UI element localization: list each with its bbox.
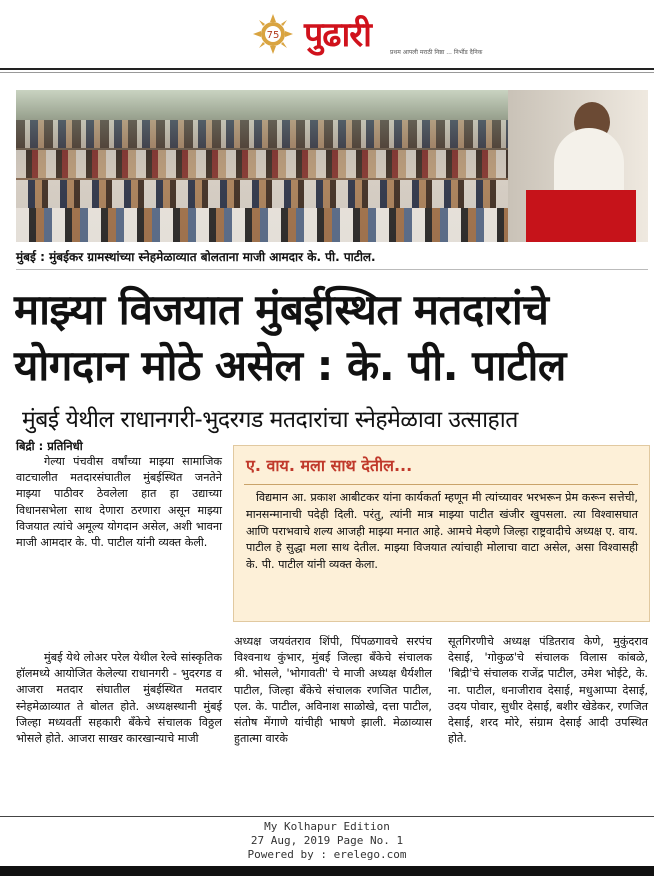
- footer-rule: [0, 816, 654, 817]
- crowd-row: [16, 150, 536, 178]
- sidebar-box-text: विद्यमान आ. प्रकाश आबीटकर यांना कार्यकर्ता म्हणून मी त्यांच्यावर भरभरून प्रेम करून सत्तेची, मानसन्मानाची पदेही दिली. परंतु, त्यांनी मात्र माझ्या पाटीत खंजीर खुपसला. त्या विश्वासघात आणि पराभवाचे शल्य आजही माझ्या मनात आहे. आमचे मेव्हणे जिल्हा राष्ट्रवादीचे अध्यक्ष ए. वाय. पाटील हे सुद्धा मला साथ देतील. माझ्या विजयात त्यांचाही मोलाचा वाटा असेल, असा विश्वासही के. पी. पाटील यांनी व्यक्त केला.: [246, 491, 638, 572]
- masthead-tagline: प्रथम आपली मराठी निष्ठा ... निर्भीड दैनिक: [390, 49, 483, 56]
- article-column-2: [234, 634, 432, 747]
- headline-line-1: माझ्या विजयात मुंबईस्थित मतदारांचे: [14, 285, 549, 334]
- speaker-body: [554, 128, 624, 198]
- masthead-title: पुढारी: [304, 15, 371, 55]
- sidebar-box-rule: [244, 484, 638, 485]
- article-column-1-top: [16, 454, 222, 551]
- article-paragraph: गेल्या पंचवीस वर्षांच्या माझ्या सामाजिक वाटचालीत मतदारसंघातील मुंबईस्थित जनतेने माझ्या पाठीवर ठेवलेला हात हा उद्याच्या विधानसभेला साथ देणारा ठरणारा असून माझ्या विजयात त्यांचे अमूल्य योगदान असेल, अशी भावना माजी आमदार के. पी. पाटील यांनी व्यक्त केली.: [16, 455, 222, 550]
- sun-emblem-icon: [253, 14, 293, 54]
- subheadline: मुंबई येथील राधानगरी-भुदरगड मतदारांचा स्नेहमेळावा उत्साहात: [22, 407, 518, 433]
- podium: [526, 190, 636, 242]
- header-rule: [0, 68, 654, 70]
- speaker-area: [508, 90, 648, 242]
- header-rule-thin: [0, 72, 654, 73]
- footer: [0, 820, 654, 862]
- emblem-text: 75: [266, 30, 280, 41]
- footer-powered-by[interactable]: Powered by : erelego.com: [247, 848, 407, 861]
- headline-line-2: योगदान मोठे असेल : के. पी. पाटील: [14, 341, 566, 390]
- crowd-row: [16, 180, 536, 208]
- event-photo: [16, 90, 648, 242]
- bottom-bar: [0, 866, 654, 876]
- photo-caption: मुंबई : मुंबईकर ग्रामस्थांच्या स्नेहमेळाव्यात बोलताना माजी आमदार के. पी. पाटील.: [16, 250, 376, 264]
- byline: बिद्री : प्रतिनिधी: [16, 439, 83, 453]
- crowd-row: [16, 208, 536, 242]
- footer-edition: My Kolhapur Edition: [264, 820, 390, 833]
- masthead: [0, 0, 654, 70]
- sidebar-box-title: ए. वाय. मला साथ देतील...: [246, 456, 413, 475]
- sidebar-box: [233, 445, 650, 622]
- article-paragraph: अध्यक्ष जयवंतराव शिंपी, पिंपळगावचे सरपंच विश्वनाथ कुंभार, मुंबई जिल्हा बँकेचे संचालक श्री. भोसले, 'भोगावती' चे माजी अध्यक्ष धैर्यशील पाटील, जिल्हा बँकेचे संचालक रणजित पाटील, एल. के. पाटील, अविनाश साळोखे, दत्ता पाटील, संतोष मेंगाणे यांचीही भाषणे झाली. मेळाव्यास हुतात्मा वारके: [234, 635, 432, 746]
- article-column-1-bottom: [16, 650, 222, 747]
- crowd-row: [16, 120, 536, 148]
- article-paragraph: सूतगिरणीचे अध्यक्ष पंडितराव केणे, मुकुंदराव देसाई, 'गोकुळ'चे संचालक विलास कांबळे, 'बिद्री'चे संचालक राजेंद्र पाटील, उमेश भोईटे, के. ना. पाटील, धनाजीराव देसाई, मधुआप्पा देसाई, उदय पोवार, सुधीर देसाई, बशीर खेडेकर, रणजित देसाई, शरद मोरे, संग्राम देसाई आदी उपस्थित होते.: [448, 635, 648, 746]
- caption-rule: [16, 269, 648, 270]
- article-paragraph: मुंबई येथे लोअर परेल येथील रेल्वे सांस्कृतिक हॉलमध्ये आयोजित केलेल्या राधानगरी - भुदरगड व आजरा मतदार संघातील मुंबईस्थित मतदार स्नेहमेळाव्यात ते बोलत होते. अध्यक्षस्थानी मुंबई जिल्हा मध्यवर्ती सहकारी बँकेचे संचालक विठ्ठल भोसले होते. आजरा साखर कारखान्याचे माजी: [16, 651, 222, 746]
- footer-date-page: 27 Aug, 2019 Page No. 1: [250, 834, 404, 847]
- article-column-3: [448, 634, 648, 747]
